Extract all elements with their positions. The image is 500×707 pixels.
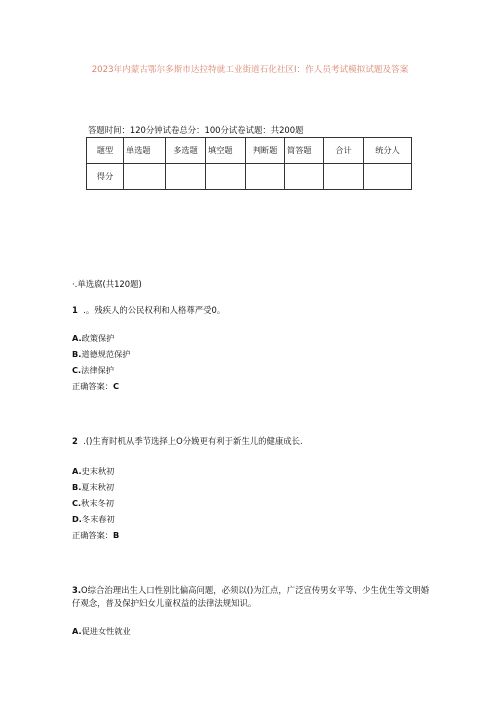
question-stem: O综合治理出生人口性别比偏高问题，必须以()为江点，广泛宣传男女平等、少生优生等文明婚仔观念，普及保护妇女儿童权益的法律法规知识。 <box>72 585 430 608</box>
header-cell: 统分人 <box>364 138 412 164</box>
header-cell: 多选题 <box>166 138 206 164</box>
document-title: 2023年内蒙古鄂尔多斯市达拉特就工业街道石化社区I：作人员考试模拟试题及答案 <box>91 65 409 75</box>
answer-line: 正确答案：B <box>72 530 120 540</box>
option-d: D.冬末春初 <box>72 514 115 524</box>
exam-info: 答题时间：120分钟试卷总分：100分试卷试题：共200题 <box>88 125 304 135</box>
section-title: ·.单选腐(共120题) <box>72 279 142 289</box>
question-1 <box>72 304 432 317</box>
header-cell: 判断题 <box>246 138 285 164</box>
question-3 <box>72 584 432 610</box>
header-cell: 单选题 <box>124 138 166 164</box>
score-table-score-row <box>87 164 412 190</box>
answer-line: 正确答案：C <box>72 381 119 391</box>
header-cell: 填空题 <box>206 138 246 164</box>
header-cell: 简答题 <box>285 138 324 164</box>
option-a: A.政策保护 <box>72 333 115 343</box>
header-cell: 题型 <box>87 138 124 164</box>
score-cell <box>124 164 166 190</box>
score-table-header-row <box>87 138 412 164</box>
header-cell: 合计 <box>324 138 364 164</box>
question-stem: .。残疾人的公民权利和人格尊严受0。 <box>83 305 226 315</box>
score-cell <box>246 164 285 190</box>
option-a: A.史末秋初 <box>72 466 115 476</box>
score-cell <box>285 164 324 190</box>
score-row-label: 得分 <box>87 164 124 190</box>
question-stem: .()生育时机从季节选择上O分娩更有利于新生儿的健康成长. <box>83 436 303 446</box>
question-number: 2 <box>72 436 78 446</box>
score-cell <box>324 164 364 190</box>
option-b: B.道德规范保护 <box>72 349 131 359</box>
question-number: 1 <box>72 305 78 315</box>
option-a: A.促进女性就业 <box>72 626 131 636</box>
answer-value: B <box>112 530 120 540</box>
option-b: B.夏末秋初 <box>72 482 115 492</box>
option-c: C.秋末冬初 <box>72 498 114 508</box>
answer-value: C <box>112 381 119 391</box>
score-cell <box>364 164 412 190</box>
option-c: C.法律保护 <box>72 365 114 375</box>
score-cell <box>166 164 206 190</box>
score-table <box>86 137 412 190</box>
question-2 <box>72 435 432 448</box>
score-cell <box>206 164 246 190</box>
question-number: 3. <box>72 585 82 595</box>
